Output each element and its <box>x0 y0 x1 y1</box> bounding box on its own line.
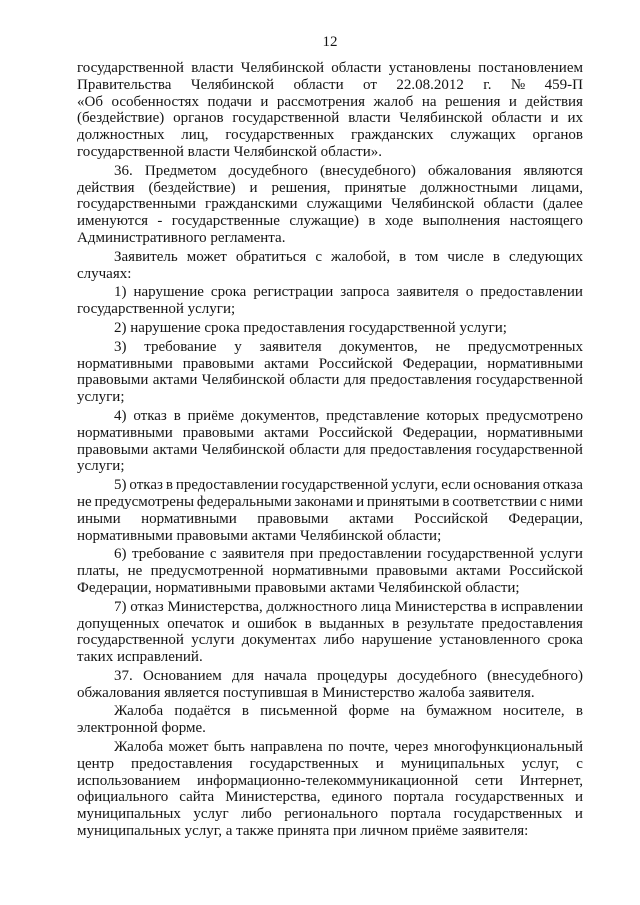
word: лицами, <box>531 179 583 196</box>
word: области <box>483 196 534 213</box>
word: 3) <box>114 338 127 355</box>
text-line <box>77 163 583 180</box>
word: актами <box>152 372 198 389</box>
word: в <box>399 248 407 265</box>
text-line <box>77 213 583 230</box>
text-line <box>77 249 583 266</box>
word: том <box>415 248 439 265</box>
list-item <box>77 284 583 318</box>
word: области <box>331 60 382 76</box>
word: ними <box>549 493 583 510</box>
text-line: услуги; <box>77 458 125 475</box>
word: для <box>343 441 366 458</box>
word: являются <box>523 162 583 179</box>
word: установлены <box>388 60 471 76</box>
word: Челябинской <box>190 76 275 93</box>
word: (внесудебного) <box>319 162 416 179</box>
text-line <box>77 563 583 580</box>
text-line <box>77 77 583 94</box>
word: предусмотренной <box>150 563 264 580</box>
word: услуг, <box>521 755 560 772</box>
word: 4) <box>114 407 127 424</box>
word: нормативными <box>487 355 583 372</box>
word: Министерства, <box>225 789 321 806</box>
word: государственные <box>171 213 280 230</box>
word: области <box>491 110 542 127</box>
word: государственной <box>476 372 583 389</box>
text-line <box>77 806 583 823</box>
text-line: государственной власти Челябинской области». <box>77 143 383 160</box>
word: (бездействие) <box>77 110 165 127</box>
word: отказа <box>542 477 583 494</box>
word: через <box>393 739 429 756</box>
word: требование <box>132 546 205 563</box>
word: актами <box>264 424 309 441</box>
word: действия <box>525 93 583 110</box>
text-line <box>77 756 583 773</box>
word: принятые <box>344 179 407 196</box>
word: органов <box>532 127 583 144</box>
text-line <box>77 668 583 685</box>
text-line: электронной форме. <box>77 720 206 737</box>
text-line <box>77 356 583 373</box>
text-line <box>77 60 583 77</box>
word: документов, <box>339 338 418 355</box>
text-line <box>77 739 583 756</box>
page-number: 12 <box>322 34 338 50</box>
word: Жалоба <box>114 703 164 720</box>
word: правовыми <box>182 355 255 372</box>
word: Заявитель <box>114 248 178 265</box>
word: государственной <box>476 441 583 458</box>
word: муниципальных <box>400 755 505 772</box>
list-item <box>77 546 583 596</box>
word: соответствии <box>452 493 538 510</box>
word: если <box>441 477 471 494</box>
word: с <box>539 493 547 510</box>
word: Федерации, <box>508 510 583 527</box>
word: служащих <box>450 127 516 144</box>
word: - <box>157 213 163 230</box>
word: не <box>77 493 92 510</box>
word: которых <box>426 407 480 424</box>
word: г. <box>483 76 492 93</box>
text-line: 2) нарушение срока предоставления государственной услуги; <box>114 319 507 336</box>
word: для <box>232 667 255 684</box>
text-line <box>77 408 583 425</box>
word: форме <box>348 703 390 720</box>
word: досудебного <box>228 162 308 179</box>
word: числе <box>447 248 484 265</box>
word: 36. <box>114 162 133 179</box>
word: служащими <box>306 196 383 213</box>
text-line <box>77 789 583 806</box>
word: подачи <box>207 93 252 110</box>
word: заявителя <box>222 546 285 563</box>
text-line: государственной услуги; <box>77 301 236 318</box>
word: государственной <box>77 632 184 649</box>
word: актами <box>152 441 198 458</box>
word: особенностях <box>111 93 199 110</box>
word: лиц, <box>181 127 209 144</box>
word: подаётся <box>174 703 231 720</box>
word: платы, <box>77 563 120 580</box>
paragraph <box>77 163 583 247</box>
word: иными <box>77 510 121 527</box>
word: в <box>575 703 583 720</box>
word: жалобой, <box>331 248 391 265</box>
word: нарушение <box>361 632 433 649</box>
text-line: нормативными правовыми актами Челябинской области; <box>77 527 442 544</box>
word: опечаток <box>167 615 224 632</box>
word: начала <box>264 667 307 684</box>
document-body <box>77 60 583 840</box>
word: государственной <box>427 546 535 563</box>
word: может <box>186 248 227 265</box>
word: и <box>574 789 583 806</box>
word: почте, <box>348 739 389 756</box>
text-line <box>77 180 583 197</box>
word: нормативными <box>77 424 173 441</box>
word: 22.08.2012 <box>396 76 464 93</box>
word: (далее <box>542 196 583 213</box>
word: представление <box>326 407 420 424</box>
text-line <box>77 477 583 494</box>
word: области <box>289 441 340 458</box>
word: либо <box>241 806 272 823</box>
word: регионального <box>284 806 379 823</box>
word: в <box>241 703 249 720</box>
word: от <box>363 76 377 93</box>
word: «Об <box>77 93 103 110</box>
word: должностными <box>420 179 518 196</box>
word: с <box>209 546 217 563</box>
word: предоставлении <box>175 477 279 494</box>
text-line <box>77 196 583 213</box>
word: должностных <box>77 127 165 144</box>
word: основания <box>473 477 540 494</box>
word: запроса <box>340 284 390 301</box>
word: предусмотрено <box>485 407 583 424</box>
text-line: услуги; <box>77 389 125 406</box>
word: и <box>231 615 240 632</box>
text-line: муниципальных услуг, а также принята при личном приёме заявителя: <box>77 823 529 840</box>
text-line <box>77 632 583 649</box>
word: области <box>289 372 340 389</box>
word: о <box>465 284 474 301</box>
word: рассмотрения <box>276 93 366 110</box>
word: государственных <box>249 755 359 772</box>
word: постановлением <box>478 60 583 76</box>
list-item <box>77 599 583 666</box>
word: 5) <box>114 477 127 494</box>
word: нормативными <box>141 510 237 527</box>
word: 37. <box>114 667 133 684</box>
word: Челябинской <box>201 441 285 458</box>
word: и <box>550 110 559 127</box>
word: предоставления <box>370 372 472 389</box>
word: Предметом <box>144 162 217 179</box>
text-line <box>77 110 583 127</box>
word: срока <box>547 632 583 649</box>
word: (бездействие) <box>148 179 236 196</box>
word: может <box>168 739 209 756</box>
word: предоставления <box>131 755 233 772</box>
word: и <box>375 755 384 772</box>
word: единого <box>331 789 383 806</box>
word: принятыми <box>366 493 440 510</box>
text-line <box>77 703 583 720</box>
word: 1) <box>114 284 127 301</box>
word: носителе, <box>502 703 565 720</box>
word: государственной <box>77 60 184 76</box>
word: портала <box>393 789 444 806</box>
text-line: случаях: <box>77 265 132 282</box>
text-line: Административного регламента. <box>77 229 286 246</box>
text-line <box>77 599 583 616</box>
paragraph <box>77 668 583 702</box>
word: нормативными <box>487 424 583 441</box>
word: в <box>442 493 450 510</box>
word: направлена <box>250 739 323 756</box>
word: Российской <box>318 355 393 372</box>
word: установленного <box>439 632 541 649</box>
list-item <box>77 408 583 475</box>
word: и <box>574 806 583 823</box>
word: правовыми <box>182 424 255 441</box>
paragraph <box>77 249 583 283</box>
word: документах <box>241 632 317 649</box>
word: государственных <box>453 806 563 823</box>
word: правовыми <box>257 510 329 527</box>
text-line: таких исправлений. <box>77 649 203 666</box>
word: документов, <box>240 407 320 424</box>
word: центр <box>77 755 114 772</box>
word: должностного <box>266 598 358 615</box>
text-line <box>77 284 583 301</box>
word: по <box>328 739 344 756</box>
list-item <box>77 339 583 406</box>
word: власти <box>191 60 234 76</box>
word: у <box>234 338 242 355</box>
word: допущенных <box>77 615 160 632</box>
word: отказ <box>133 407 167 424</box>
word: заявителя <box>396 284 459 301</box>
word: результате <box>406 615 474 632</box>
text-line <box>77 372 583 389</box>
word: области <box>293 76 344 93</box>
word: гражданскими <box>205 196 298 213</box>
word: отказ <box>129 477 163 494</box>
word: Федерации, <box>402 424 478 441</box>
text-line <box>77 339 583 356</box>
word: ходе <box>384 213 414 230</box>
word: выданных <box>319 615 385 632</box>
word: государственной <box>281 477 389 494</box>
word: предоставления <box>370 441 472 458</box>
text-line <box>77 127 583 144</box>
word: служащие) <box>289 213 360 230</box>
word: портала <box>390 806 441 823</box>
word: и <box>260 93 269 110</box>
word: многофункциональный <box>433 739 583 756</box>
word: Российской <box>414 510 488 527</box>
paragraph <box>77 703 583 737</box>
list-item <box>77 477 583 544</box>
word: бумажном <box>426 703 492 720</box>
word: органов <box>173 110 224 127</box>
word: Российской <box>318 424 393 441</box>
word: решения, <box>271 179 331 196</box>
word: Жалоба <box>114 739 164 756</box>
word: муниципальных <box>77 806 181 823</box>
word: для <box>343 372 366 389</box>
word: на <box>400 703 416 720</box>
word: нормативными <box>77 355 173 372</box>
word: предусмотренных <box>467 338 583 355</box>
word: услуги <box>539 546 583 563</box>
text-line <box>77 94 583 111</box>
word: Челябинской <box>399 110 483 127</box>
word: Министерства, <box>167 598 263 615</box>
word: обжалования <box>427 162 512 179</box>
word: актами <box>455 563 501 580</box>
word: на <box>421 93 437 110</box>
word: не <box>435 338 451 355</box>
word: 6) <box>114 546 127 563</box>
word: жалоб <box>373 93 414 110</box>
word: в <box>173 407 181 424</box>
paragraph <box>77 60 583 161</box>
word: решения <box>445 93 501 110</box>
word: нарушение <box>133 284 204 301</box>
word: требование <box>144 338 217 355</box>
word: услуги, <box>391 477 439 494</box>
word: выполнения <box>422 213 501 230</box>
word: предоставлении <box>480 284 583 301</box>
text-line: обжалования является поступившая в Министерство жалоба заявителя. <box>77 684 535 701</box>
word: с <box>315 248 322 265</box>
word: Министерства <box>394 598 487 615</box>
word: лица <box>360 598 392 615</box>
word: предоставления <box>481 615 583 632</box>
word: в <box>304 615 312 632</box>
word: и <box>249 179 258 196</box>
word: отказ <box>130 598 164 615</box>
word: (внесудебного) <box>487 667 583 684</box>
word: № <box>510 76 526 93</box>
word: Челябинской <box>201 372 285 389</box>
word: не <box>127 563 143 580</box>
word: обратиться <box>235 248 307 265</box>
word: настоящего <box>509 213 583 230</box>
word: актами <box>348 510 394 527</box>
word: Российской <box>509 563 583 580</box>
word: нормативными <box>272 563 368 580</box>
word: власти <box>348 110 391 127</box>
word: следующих <box>508 248 583 265</box>
word: государственных <box>454 789 564 806</box>
word: Правительства <box>77 76 172 93</box>
word: Интернет, <box>519 772 583 789</box>
word: и <box>356 493 365 510</box>
paragraph <box>77 739 583 840</box>
word: в <box>490 598 498 615</box>
word: срока <box>210 284 247 301</box>
word: их <box>567 110 583 127</box>
word: в <box>492 248 500 265</box>
word: и <box>508 93 517 110</box>
text-line <box>77 511 583 528</box>
text-line <box>77 773 583 790</box>
word: заявителя <box>259 338 322 355</box>
word: информационно-телекоммуникационной <box>197 772 459 789</box>
word: гражданских <box>351 127 434 144</box>
word: услуг <box>193 806 229 823</box>
word: сети <box>474 772 503 789</box>
text-line <box>77 616 583 633</box>
word: с <box>576 755 583 772</box>
word: Челябинской <box>240 60 324 76</box>
text-line <box>77 425 583 442</box>
text-line <box>77 442 583 459</box>
word: правовыми <box>77 372 149 389</box>
word: процедуры <box>317 667 388 684</box>
word: официального <box>77 789 169 806</box>
word: государственными <box>77 196 196 213</box>
word: использованием <box>77 772 181 789</box>
word: приёме <box>187 407 235 424</box>
text-line <box>77 546 583 563</box>
word: досудебного <box>397 667 477 684</box>
word: государственных <box>225 127 335 144</box>
word: при <box>289 546 314 563</box>
word: ошибок <box>247 615 297 632</box>
word: 459-П <box>544 76 583 93</box>
word: Основанием <box>143 667 222 684</box>
word: услуги <box>191 632 235 649</box>
word: именуются <box>77 213 149 230</box>
word: актами <box>264 355 309 372</box>
word: письменной <box>260 703 338 720</box>
word: законами <box>294 493 354 510</box>
word: правовыми <box>376 563 448 580</box>
word: 7) <box>114 598 127 615</box>
word: быть <box>213 739 245 756</box>
word: исправлении <box>501 598 583 615</box>
word: либо <box>323 632 355 649</box>
word: государственной <box>232 110 340 127</box>
text-line: Федерации, нормативными правовыми актами Челябинской области; <box>77 579 520 596</box>
word: предусмотрены <box>94 493 195 510</box>
word: в <box>165 477 173 494</box>
word: предоставлении <box>318 546 422 563</box>
text-line <box>77 494 583 511</box>
word: в <box>368 213 376 230</box>
list-item <box>77 320 583 337</box>
word: Челябинской <box>391 196 475 213</box>
word: федеральными <box>196 493 292 510</box>
word: в <box>392 615 400 632</box>
word: сайта <box>179 789 215 806</box>
word: Федерации, <box>402 355 478 372</box>
word: действия <box>77 179 135 196</box>
word: правовыми <box>77 441 149 458</box>
word: регистрации <box>253 284 334 301</box>
